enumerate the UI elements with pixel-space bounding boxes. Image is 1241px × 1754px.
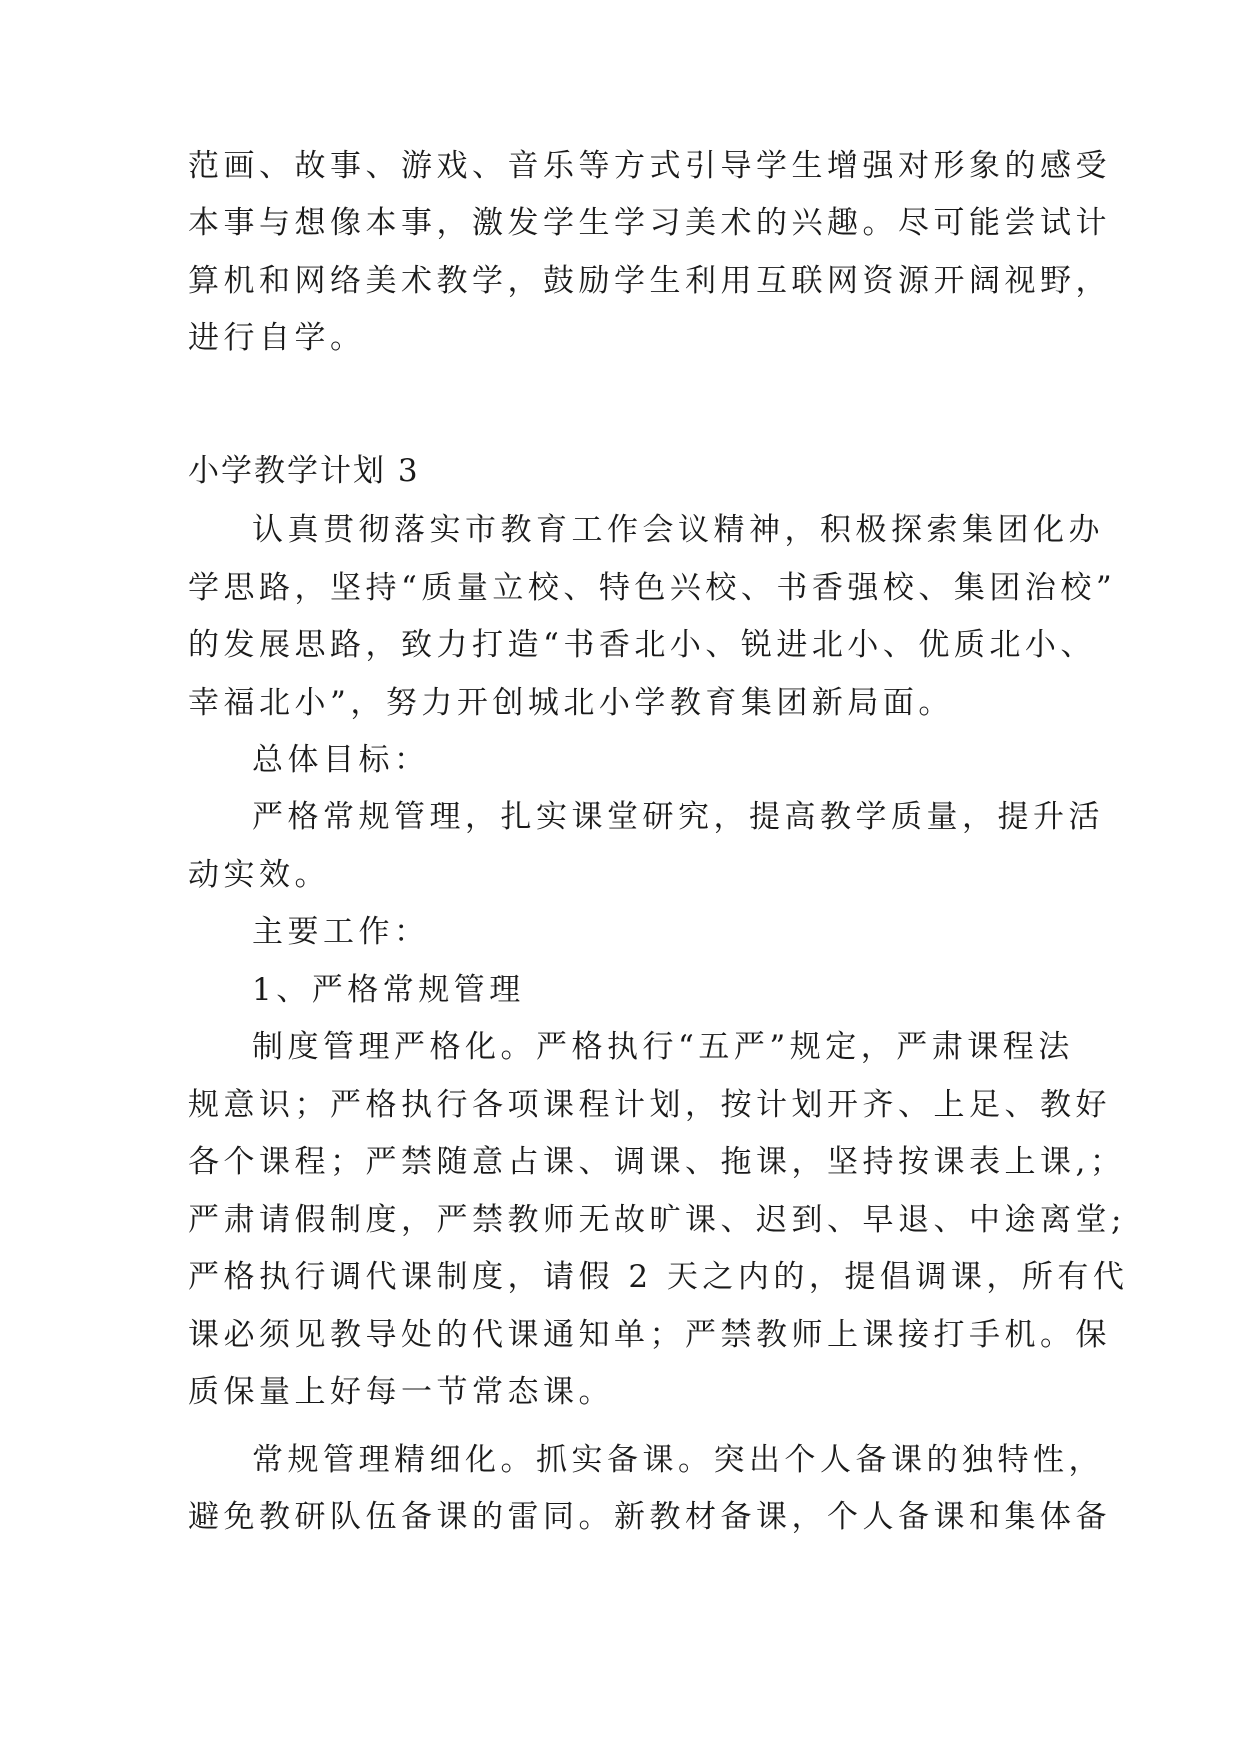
para1-line-4: 幸福北小”，努力开创城北小学教育集团新局面。: [188, 685, 954, 721]
section-title: 小学教学计划 3: [188, 453, 420, 489]
intro-line-3: 算机和网络美术教学，鼓励学生利用互联网资源开阔视野，: [188, 263, 1111, 299]
goal-line-2: 动实效。: [188, 857, 330, 893]
intro-line-2: 本事与想像本事，激发学生学习美术的兴趣。尽可能尝试计: [188, 205, 1111, 241]
work-label: 主要工作：: [252, 914, 430, 950]
para1-line-3: 的发展思路，致力打造“书香北小、锐进北小、优质北小、: [188, 627, 1096, 663]
para3-line-1: 常规管理精细化。抓实备课。突出个人备课的独特性，: [252, 1442, 1104, 1478]
para2-line-5: 严格执行调代课制度，请假 2 天之内的，提倡调课，所有代: [188, 1259, 1129, 1295]
para1-line-1: 认真贯彻落实市教育工作会议精神，积极探索集团化办: [252, 512, 1104, 548]
para3-line-2: 避免教研队伍备课的雷同。新教材备课，个人备课和集体备: [188, 1499, 1111, 1535]
para1-line-2: 学思路，坚持“质量立校、特色兴校、书香强校、集团治校”: [188, 570, 1117, 606]
goal-label: 总体目标：: [252, 742, 430, 778]
intro-line-4: 进行自学。: [188, 320, 366, 356]
intro-line-1: 范画、故事、游戏、音乐等方式引导学生增强对形象的感受: [188, 148, 1111, 184]
para2-line-6: 课必须见教导处的代课通知单；严禁教师上课接打手机。保: [188, 1317, 1111, 1353]
para2-line-2: 规意识；严格执行各项课程计划，按计划开齐、上足、教好: [188, 1087, 1111, 1123]
para2-line-3: 各个课程；严禁随意占课、调课、拖课，坚持按课表上课,；: [188, 1144, 1126, 1180]
para2-line-1: 制度管理严格化。严格执行“五严”规定，严肃课程法: [252, 1029, 1074, 1065]
item1-title: 1、严格常规管理: [252, 972, 525, 1008]
para2-line-4: 严肃请假制度，严禁教师无故旷课、迟到、早退、中途离堂;: [188, 1202, 1126, 1238]
goal-line-1: 严格常规管理，扎实课堂研究，提高教学质量，提升活: [252, 799, 1104, 835]
para2-line-7: 质保量上好每一节常态课。: [188, 1374, 614, 1410]
